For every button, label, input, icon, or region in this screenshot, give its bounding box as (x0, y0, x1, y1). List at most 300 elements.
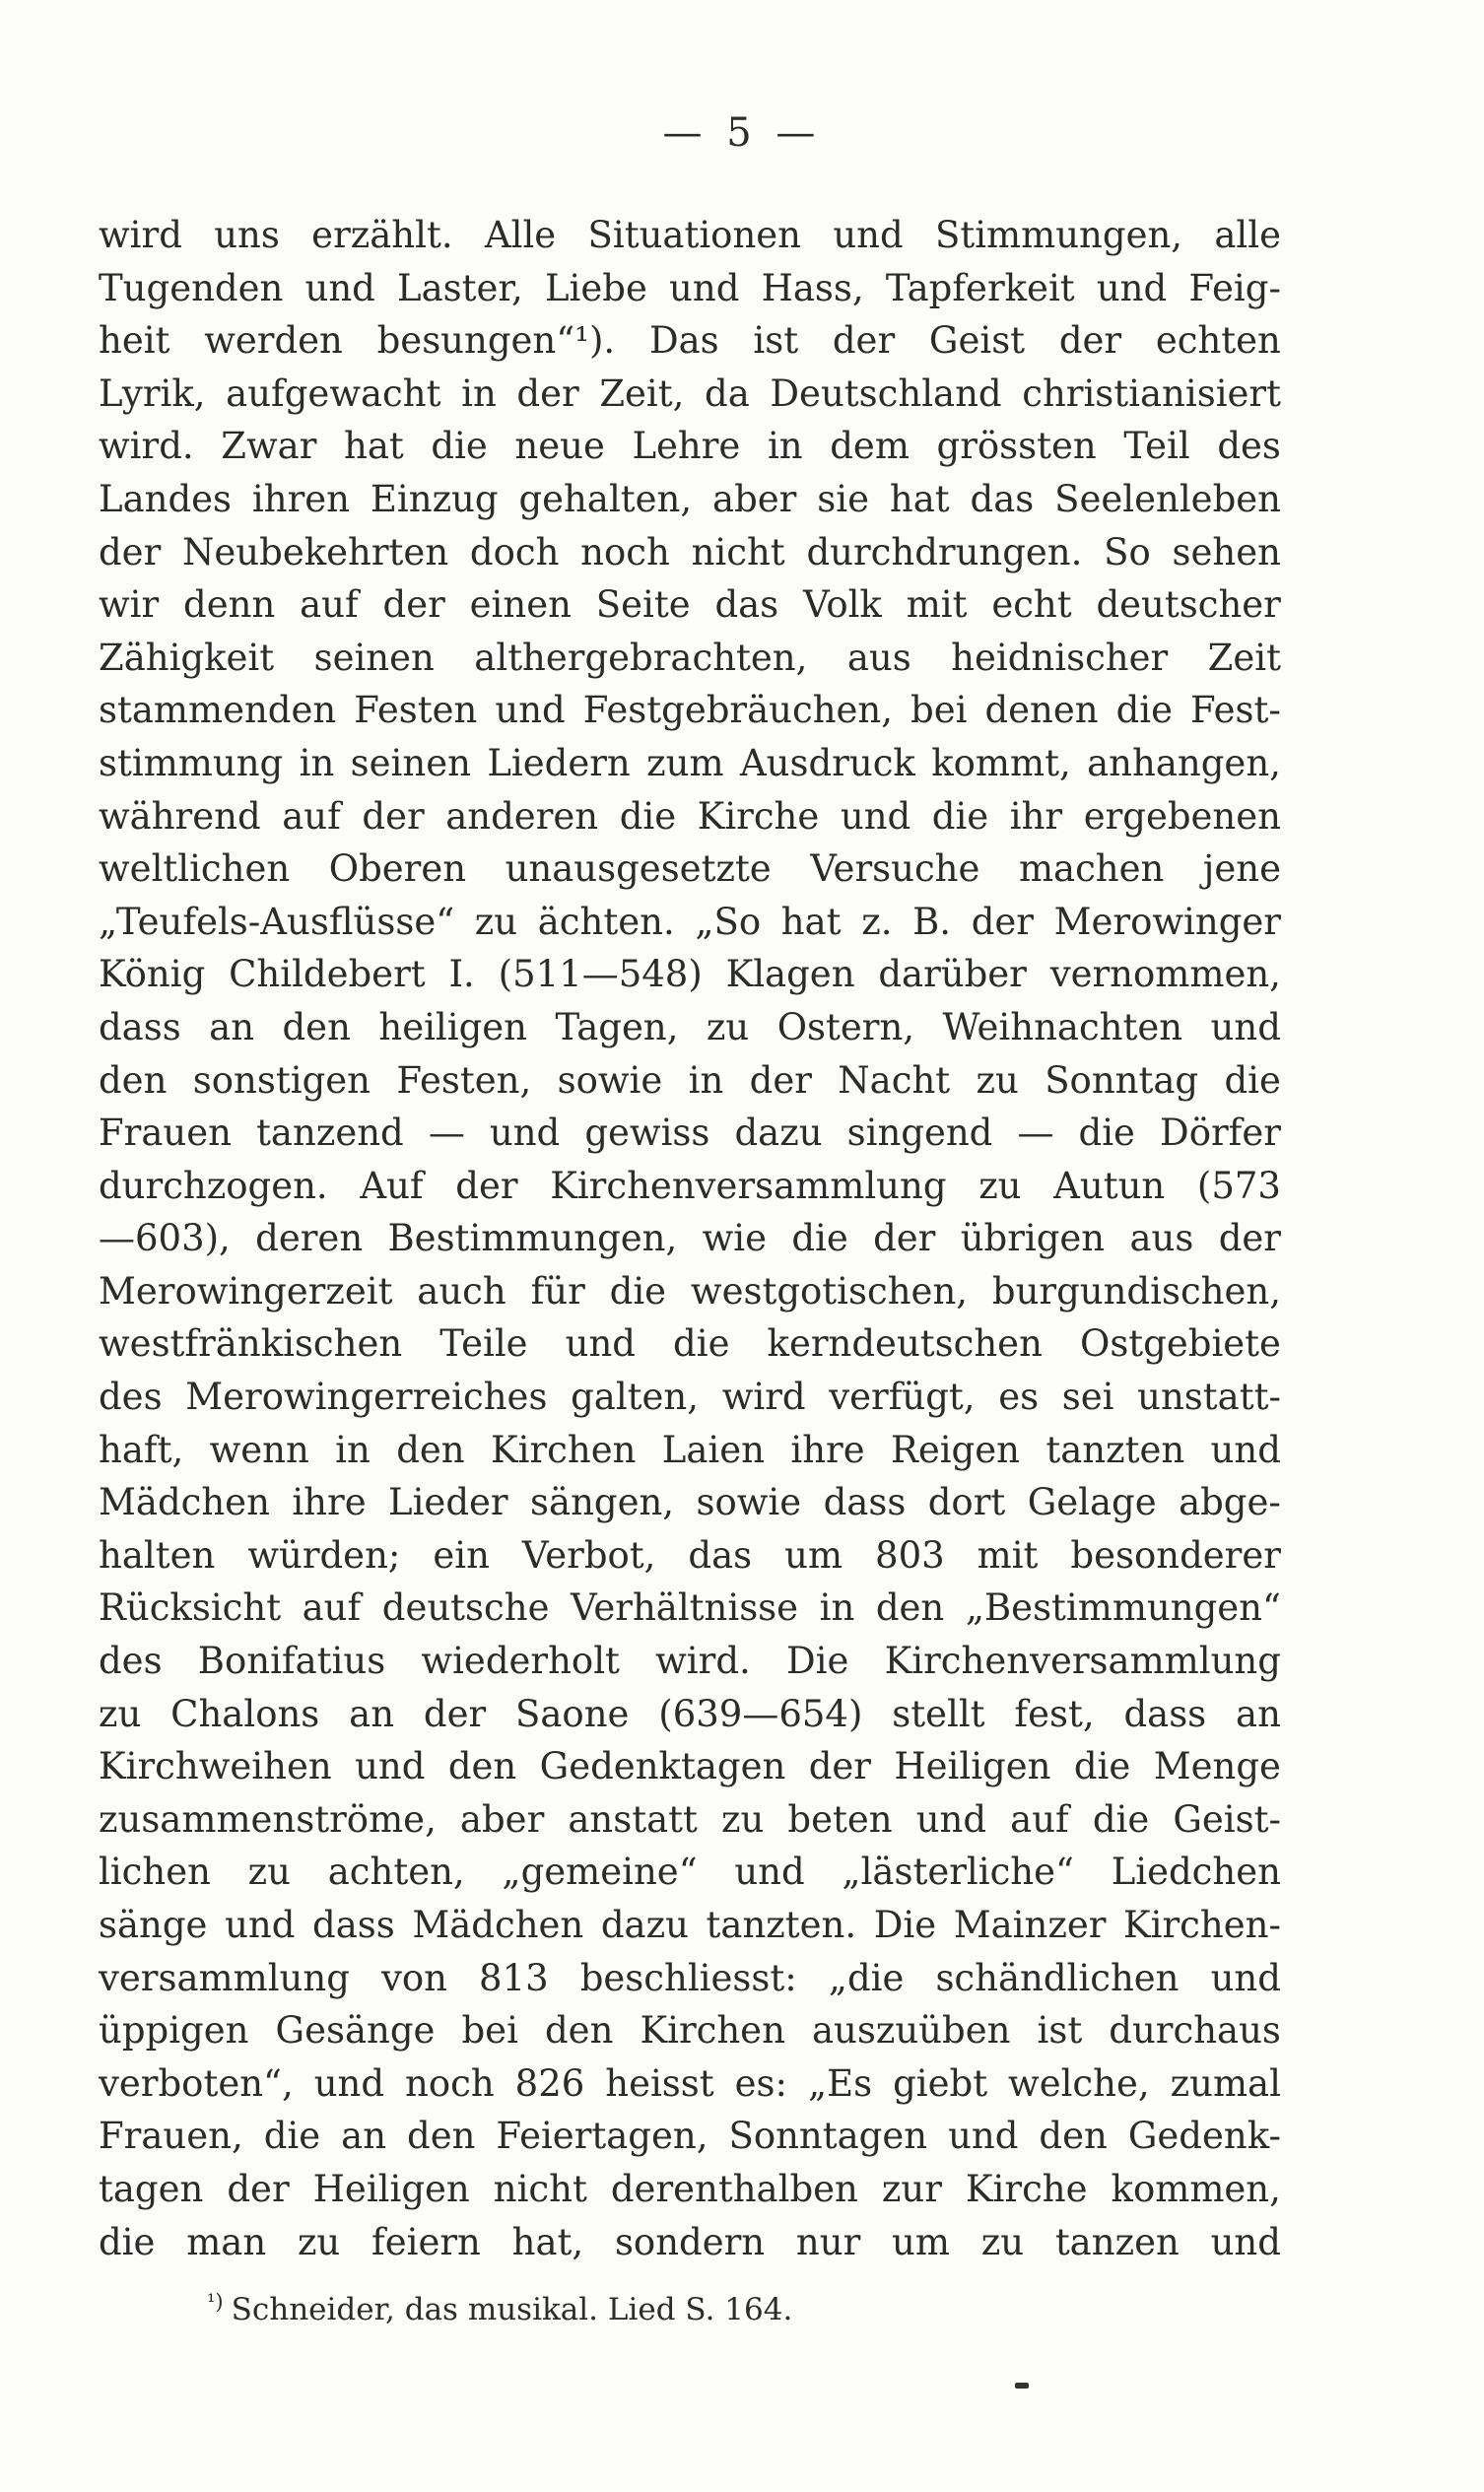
word: lichen (99, 1851, 211, 1894)
word: üppigen (99, 2009, 249, 2053)
word: beschliesst: (579, 1956, 797, 1999)
word: Mädchen (99, 1481, 270, 1524)
word: wird (721, 1376, 806, 1419)
word: „gemeine“ (502, 1851, 698, 1894)
word: unausgesetzte (505, 847, 772, 891)
text-line (99, 737, 1281, 790)
body-text (99, 209, 1281, 2268)
word: Sonntagen (728, 2115, 928, 2158)
text-line (99, 2110, 1281, 2163)
word: echt (991, 583, 1072, 627)
word: wird (99, 214, 182, 256)
text-line (99, 1107, 1281, 1160)
word: durchdrungen. (806, 530, 1083, 573)
word: die (609, 1269, 667, 1313)
word: Frauen (99, 1111, 232, 1155)
word: Zähigkeit (99, 636, 275, 679)
word: Autun (1053, 1164, 1166, 1207)
word: in (819, 1586, 855, 1630)
word: stimmung (99, 741, 284, 784)
word: althergebrachten, (474, 636, 808, 679)
word: es: (734, 2061, 787, 2105)
word: gewiss (584, 1111, 710, 1155)
text-line (99, 1160, 1281, 1213)
word: Reigen (890, 1428, 1020, 1471)
word: Kirchenversammlung (550, 1164, 947, 1207)
word: an (341, 2115, 387, 2158)
word: Childebert (229, 953, 426, 996)
word: Kirche (965, 2167, 1088, 2210)
word: Sonntag (1045, 1058, 1199, 1102)
word: aus (846, 636, 911, 679)
word: ergebenen (1083, 794, 1281, 838)
word: Bonifatius (197, 1640, 386, 1683)
word: zu (980, 2220, 1025, 2263)
word: Lyrik, (99, 371, 206, 415)
word: da (705, 371, 750, 415)
word: burgundischen, (991, 1269, 1281, 1313)
word: tanzten. (706, 1904, 857, 1946)
word: die (673, 1322, 730, 1366)
word: — (1017, 1111, 1054, 1155)
word: Geist- (1173, 1797, 1281, 1841)
word: Hass, (761, 266, 864, 309)
word: der (227, 2167, 290, 2210)
word: sonstigen (192, 1058, 371, 1102)
word: mit (977, 1533, 1039, 1577)
word: durchzogen. (99, 1164, 328, 1207)
word: 826 (514, 2061, 585, 2105)
word: Merowinger (1053, 900, 1281, 943)
word: I. (448, 953, 475, 996)
text-line (99, 1899, 1281, 1952)
word: Kirchen (490, 1428, 637, 1471)
word: anstatt (568, 1797, 698, 1841)
word: für (530, 1269, 585, 1313)
word: Fest- (1190, 689, 1281, 732)
word: hat, (511, 2220, 584, 2263)
word: Tugenden (99, 266, 284, 309)
word: dass (823, 1481, 907, 1524)
word: Festgebräuchen, (582, 689, 894, 732)
text-line (99, 2004, 1281, 2057)
text-line (99, 1846, 1281, 1899)
word: ächten. (537, 900, 675, 943)
word: übrigen (960, 1217, 1106, 1260)
word: deren (255, 1217, 364, 1260)
word: galten, (571, 1376, 700, 1419)
text-line (99, 314, 1281, 368)
word: 813 (479, 1956, 549, 1999)
word: „Es (807, 2061, 873, 2105)
word: heisst (605, 2061, 714, 2105)
word: Versuche (810, 847, 980, 891)
word: darüber (878, 953, 1027, 996)
print-speck (1015, 2383, 1029, 2389)
word: 803 (875, 1533, 945, 1577)
word: Das (648, 319, 719, 363)
text-line (99, 684, 1281, 737)
word: auf (300, 583, 359, 627)
word: Teil (1123, 425, 1190, 468)
text-line (99, 1582, 1281, 1635)
word: den (447, 1745, 517, 1788)
word: Nacht (838, 1058, 951, 1102)
word: ein (433, 1533, 490, 1577)
word: der (362, 794, 425, 838)
word: ihr (1009, 794, 1063, 838)
word: feiern (371, 2220, 481, 2263)
word: sehen (1172, 530, 1281, 573)
word: aber (712, 477, 797, 520)
word: gehalten, (518, 477, 693, 520)
word: westgotischen, (690, 1269, 969, 1313)
word: Gesänge (275, 2009, 436, 2053)
word: jene (1202, 847, 1281, 891)
word: die (931, 794, 989, 838)
word: weltlichen (99, 847, 291, 891)
word: der (873, 1217, 936, 1260)
word: Situationen (587, 214, 802, 256)
word: bei (911, 689, 968, 732)
word: echten (1155, 319, 1281, 363)
word: zu (474, 900, 518, 943)
text-line (99, 2216, 1281, 2269)
word: Mainzer (953, 1904, 1107, 1946)
word: Weihnachten (942, 1005, 1183, 1048)
word: Frauen, (99, 2115, 243, 2158)
word: der (749, 1058, 812, 1102)
word: Liedern (487, 741, 631, 784)
word: ihre (292, 1481, 367, 1524)
word: die (263, 2115, 321, 2158)
word: derenthalben (610, 2167, 858, 2210)
word: die (791, 1217, 848, 1260)
word: ihren (251, 477, 350, 520)
word: und (669, 266, 740, 309)
text-line (99, 526, 1281, 579)
word: Geist (928, 319, 1026, 363)
word: (573 (1196, 1164, 1281, 1207)
word: Landes (99, 477, 233, 520)
word: sängen, (530, 1481, 675, 1524)
word: Heiligen (312, 2167, 470, 2210)
word: z. (861, 900, 893, 943)
word: Gelage (1027, 1481, 1157, 1524)
word: (639—654) (658, 1692, 863, 1735)
word: zur (881, 2167, 942, 2210)
word: Mädchen (412, 1904, 584, 1946)
word: wir (99, 583, 160, 627)
word: nicht (493, 2167, 587, 2210)
text-line (99, 473, 1281, 526)
word: alle (1214, 214, 1281, 256)
word: aufgewacht (226, 371, 441, 415)
text-line (99, 1001, 1281, 1054)
word: den (1039, 2115, 1108, 2158)
word: des (1217, 425, 1281, 468)
word: und (355, 1745, 426, 1788)
word: hat (343, 425, 404, 468)
text-line (99, 1317, 1281, 1371)
word: an (1236, 1692, 1281, 1735)
text-line (99, 1529, 1281, 1583)
word: und (1096, 266, 1168, 309)
text-line (99, 1635, 1281, 1688)
word: den (875, 1586, 945, 1630)
word: neue (514, 425, 605, 468)
word: erzählt. (311, 214, 453, 256)
word: „Bestimmungen“ (965, 1586, 1281, 1630)
word: Tagen, (555, 1005, 679, 1048)
word: Kirchen- (1123, 1904, 1281, 1946)
word: Volk (803, 583, 882, 627)
word: Kirchen (640, 2009, 785, 2053)
word: kommt, (931, 741, 1071, 784)
word: abge- (1179, 1481, 1281, 1524)
word: des (99, 1640, 163, 1683)
word: an (209, 1005, 255, 1048)
text-line (99, 262, 1281, 315)
word: und (1210, 2220, 1281, 2263)
text-line (99, 1212, 1281, 1265)
text-line (99, 1740, 1281, 1793)
word: zu (720, 1797, 765, 1841)
word: Gedenk- (1127, 2115, 1281, 2158)
word: sie (817, 477, 869, 520)
word: Feiertagen, (496, 2115, 708, 2158)
word: uns (214, 214, 280, 256)
word: und (734, 1851, 805, 1894)
word: einen (469, 583, 572, 627)
text-line (99, 368, 1281, 421)
word: die (1092, 1797, 1150, 1841)
word: und (1210, 1428, 1281, 1471)
word: wenn (209, 1428, 309, 1471)
word: Liebe (544, 266, 647, 309)
word: von (380, 1956, 447, 1999)
text-line (99, 1688, 1281, 1741)
word: der (382, 583, 445, 627)
word: Stimmungen, (935, 214, 1183, 256)
word: zu (99, 1692, 142, 1735)
word: Kirchenversammlung (884, 1640, 1281, 1683)
word: Heiligen (894, 1745, 1051, 1788)
word: tanzen (1054, 2220, 1180, 2263)
word: um (892, 2220, 950, 2263)
text-line (99, 790, 1281, 843)
word: (511—548) (498, 953, 703, 996)
word: den (396, 1428, 465, 1471)
footnote (207, 2289, 793, 2327)
word: der (808, 1745, 871, 1788)
text-line (99, 1424, 1281, 1477)
word: sowie (557, 1058, 663, 1102)
word: die (1115, 689, 1174, 732)
text-line (99, 896, 1281, 949)
text-line (99, 1952, 1281, 2005)
word: der (832, 319, 896, 363)
word: Festen, (396, 1058, 532, 1102)
word: heit (99, 319, 170, 363)
word: und (304, 266, 375, 309)
word: und (948, 2115, 1019, 2158)
word: zu (247, 1851, 291, 1894)
word: Laien (661, 1428, 765, 1471)
text-line (99, 2057, 1281, 2111)
word: singend (846, 1111, 993, 1155)
text-line (99, 1371, 1281, 1424)
word: der (423, 1692, 487, 1735)
word: stellt (892, 1692, 985, 1735)
word: „lästerliche“ (842, 1851, 1074, 1894)
word: verfügt, (829, 1376, 976, 1419)
word: verboten“, (99, 2061, 294, 2105)
page-number: — 5 — (662, 110, 822, 156)
word: grössten (936, 425, 1097, 468)
word: die (99, 2220, 156, 2263)
word: denen (984, 689, 1099, 732)
word: Liedchen (1111, 1851, 1281, 1894)
word: Lehre (632, 425, 741, 468)
footnote-text: Schneider, das musikal. Lied S. 164. (231, 2292, 793, 2327)
word: zu (297, 2220, 341, 2263)
word: Die (785, 1640, 849, 1683)
word: So (1104, 530, 1151, 573)
word: Teile (439, 1322, 528, 1366)
footnote-marker: ¹) (207, 2289, 224, 2314)
word: heidnischer (951, 636, 1169, 679)
word: Oberen (328, 847, 467, 891)
word: Gedenktagen (539, 1745, 786, 1788)
word: ihre (790, 1428, 865, 1471)
word: und (313, 2061, 385, 2105)
word: in (688, 1058, 724, 1102)
word: kommen, (1111, 2167, 1281, 2210)
word: den (282, 1005, 351, 1048)
word: Klagen (725, 953, 855, 996)
word: Kirche (697, 794, 820, 838)
word: zusammenströme, (99, 1797, 437, 1841)
text-line (99, 948, 1281, 1001)
word: tanzten (1046, 1428, 1185, 1471)
word: Dörfer (1160, 1111, 1281, 1155)
word: die (1073, 1745, 1131, 1788)
word: Feig- (1188, 266, 1281, 309)
text-line (99, 1054, 1281, 1108)
word: und (495, 689, 566, 732)
word: doch (469, 530, 560, 573)
word: Ausdruck (739, 741, 915, 784)
word: zu (976, 1058, 1019, 1102)
word: Die (873, 1904, 937, 1946)
word: beten (787, 1797, 893, 1841)
word: die (1224, 1058, 1281, 1102)
word: werden (204, 319, 343, 363)
word: seinen (350, 741, 471, 784)
word: in (461, 371, 497, 415)
word: um (784, 1533, 843, 1577)
word: welche, (1008, 2061, 1150, 2105)
word: und (225, 1904, 296, 1946)
word: Einzug (370, 477, 499, 520)
text-line (99, 842, 1281, 896)
word: vernommen, (1049, 953, 1281, 996)
word: —603), (99, 1217, 231, 1260)
word: stammenden (99, 689, 337, 732)
word: tanzend (256, 1111, 404, 1155)
word: den (544, 2009, 614, 2053)
word: Merowingerzeit (99, 1269, 393, 1313)
word: Deutschland (770, 371, 1002, 415)
word: nicht (691, 530, 785, 573)
word: Festen (354, 689, 478, 732)
text-line (99, 1265, 1281, 1318)
word: besonderer (1070, 1533, 1281, 1577)
word: der (455, 1164, 518, 1207)
text-line (99, 578, 1281, 632)
word: und (1210, 1956, 1281, 1999)
word: Verbot, (521, 1533, 656, 1577)
word: Merowingerreiches (185, 1376, 548, 1419)
word: dass (312, 1904, 395, 1946)
word: es (998, 1376, 1040, 1419)
word: des (99, 1376, 163, 1419)
word: die (431, 425, 488, 468)
word: wiederholt (421, 1640, 620, 1683)
word: anhangen, (1087, 741, 1281, 784)
word: in (299, 741, 335, 784)
word: auch (417, 1269, 506, 1313)
word: „So (695, 900, 762, 943)
word: und (565, 1322, 636, 1366)
word: Neubekehrten (182, 530, 449, 573)
word: hat (780, 900, 842, 943)
word: und (915, 1797, 987, 1841)
word: dass (1123, 1692, 1207, 1735)
word: auf (1010, 1797, 1069, 1841)
word: Chalons (170, 1692, 320, 1735)
word: zu (978, 1164, 1022, 1207)
word: das (714, 583, 779, 627)
word: — (428, 1111, 465, 1155)
word: westfränkischen (99, 1322, 403, 1366)
word: kerndeutschen (767, 1322, 1043, 1366)
word: zumal (1170, 2061, 1281, 2105)
word: Laster, (397, 266, 523, 309)
word: tagen (99, 2167, 204, 2210)
word: auszuüben (811, 2009, 1011, 2053)
word: Zwar (221, 425, 317, 468)
word: durchaus (1109, 2009, 1281, 2053)
word: Zeit (1207, 636, 1281, 679)
word: deutsche (381, 1586, 550, 1630)
word: dazu (734, 1111, 823, 1155)
word: mit (906, 583, 968, 627)
word: das (688, 1533, 753, 1577)
word: bei (461, 2009, 518, 2053)
word: der (1058, 319, 1122, 363)
word: giebt (893, 2061, 988, 2105)
word: Ostern, (776, 1005, 915, 1048)
word: wird. (99, 425, 194, 468)
word: Tapferkeit (885, 266, 1075, 309)
word: „Teufels-Ausflüsse“ (99, 900, 455, 943)
word: auf (302, 1586, 362, 1630)
text-line (99, 1476, 1281, 1529)
word: König (99, 953, 206, 996)
word: Saone (515, 1692, 630, 1735)
